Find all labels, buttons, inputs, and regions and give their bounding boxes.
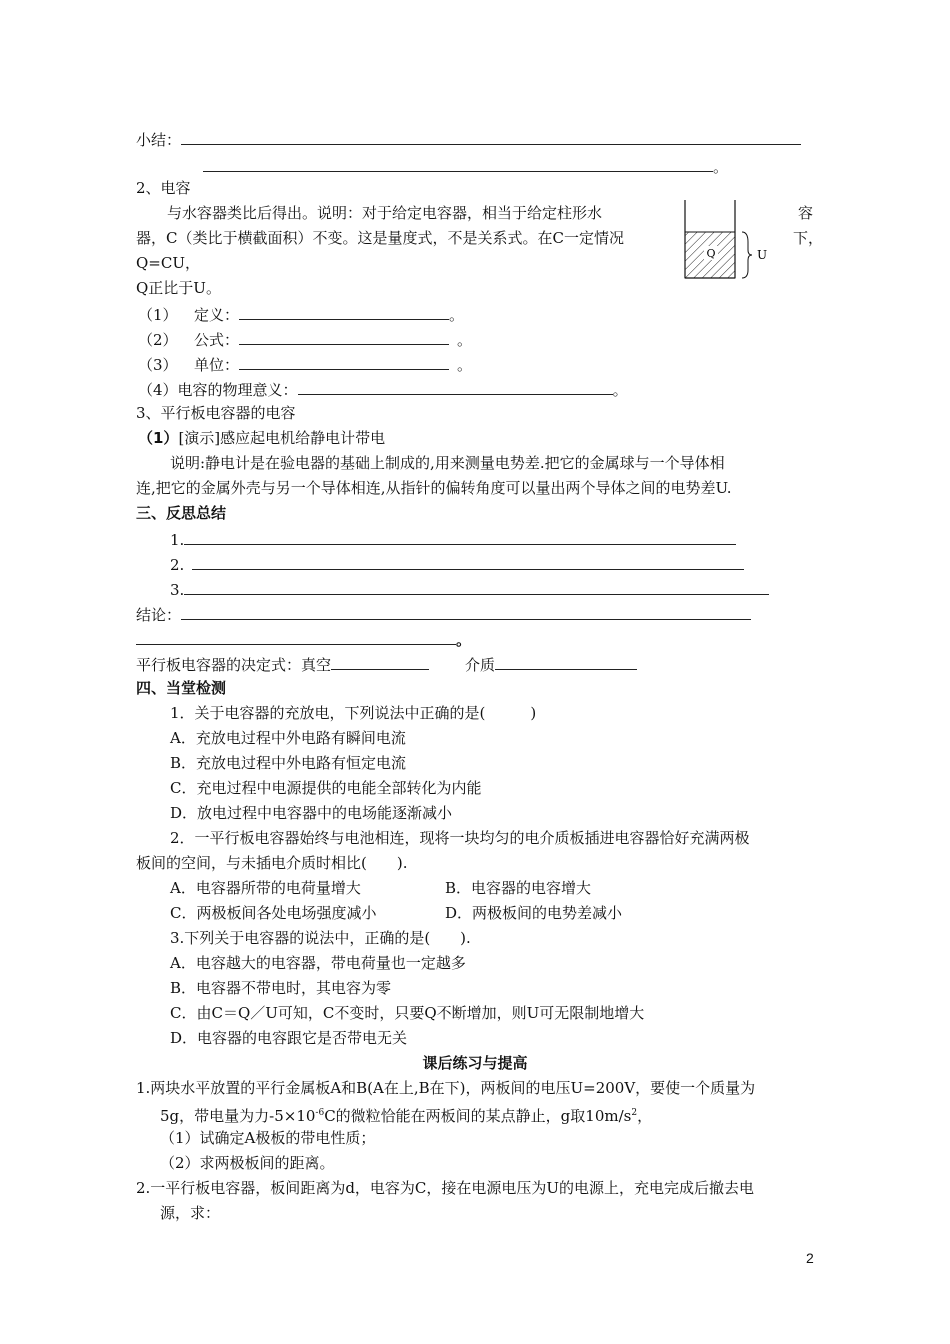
q2-option-c[interactable]: C．两极板间各处电场强度减小 — [170, 904, 377, 922]
question-1: 1．关于电容器的充放电，下列说法中正确的是( ) — [170, 704, 537, 722]
def-item-4: （4）电容的物理意义： 。 — [138, 378, 628, 400]
page-number: 2 — [806, 1250, 814, 1266]
formula-line: 平行板电容器的决定式：真空 介质 — [136, 653, 637, 675]
question-3: 3.下列关于电容器的说法中，正确的是( ). — [170, 929, 471, 947]
after-class-title: 课后练习与提高 — [422, 1054, 528, 1072]
blank[interactable] — [239, 303, 449, 320]
question-2-line-1: 2．一平行板电容器始终与电池相连，现将一块均匀的电介质板插进电容器恰好充满两极 — [170, 829, 750, 847]
summary-line-2: 。 — [203, 155, 728, 177]
reflect-item-1: 1. — [170, 528, 736, 550]
q3-option-a[interactable]: A．电容越大的电容器，带电荷量也一定越多 — [170, 954, 466, 972]
q1-option-a[interactable]: A．充放电过程中外电路有瞬间电流 — [170, 729, 406, 747]
sec3-note-1: 说明:静电计是在验电器的基础上制成的,用来测量电势差.把它的金属球与一个导体相 — [170, 454, 725, 472]
exercise-2-line-1: 2.一平行板电容器，板间距离为d，电容为C，接在电源电压为U的电源上，充电完成后撤去电 — [136, 1179, 755, 1197]
blank[interactable] — [331, 653, 429, 670]
exercise-1-part-1: （1）试确定A极板的带电性质； — [160, 1129, 376, 1147]
blank[interactable] — [181, 603, 751, 620]
conclusion-line: 结论： — [136, 603, 751, 625]
blank[interactable] — [184, 578, 769, 595]
sec2-text-2-right: 下， — [793, 229, 824, 247]
blank[interactable] — [239, 353, 449, 370]
blank[interactable] — [495, 653, 637, 670]
q3-option-d[interactable]: D．电容器的电容跟它是否带电无关 — [170, 1029, 408, 1047]
def-item-3: （3） 单位： 。 — [138, 353, 472, 375]
sec2-text-1-right: 容 — [798, 204, 814, 222]
summary-line-1 — [136, 128, 801, 150]
water-container-figure — [680, 198, 780, 283]
def-item-2: （2） 公式： 。 — [138, 328, 472, 350]
blank[interactable] — [203, 155, 713, 172]
fig-label-u: U — [756, 248, 768, 262]
summary-label: 小结： — [136, 131, 182, 149]
blank[interactable] — [298, 378, 613, 395]
section-3-title: 3、平行板电容器的电容 — [136, 404, 296, 422]
sec3-note-2: 连,把它的金属外壳与另一个导体相连,从指针的偏转角度可以量出两个导体之间的电势差U. — [136, 479, 732, 497]
demo-line: （1）[演示]感应起电机给静电计带电 — [138, 429, 386, 447]
sec2-text-3: Q=CU， — [136, 254, 200, 272]
exercise-1-part-2: （2）求两极板间的距离。 — [160, 1154, 335, 1172]
def-item-1: （1） 定义： 。 — [138, 303, 464, 325]
exercise-1-line-2: 5g，带电量为力$-5\times 10^{-6}C$的微粒恰能在两板间的某点静止，g取$10m/s^2$， — [160, 1107, 653, 1125]
blank[interactable] — [192, 553, 744, 570]
section-reflect-title: 三、反思总结 — [136, 504, 227, 522]
reflect-item-3: 3. — [170, 578, 769, 600]
blank[interactable] — [136, 628, 456, 645]
q3-option-b[interactable]: B．电容器不带电时，其电容为零 — [170, 979, 392, 997]
section-test-title: 四、当堂检测 — [136, 679, 227, 697]
q1-option-d[interactable]: D．放电过程中电容器中的电场能逐渐减小 — [170, 804, 453, 822]
blank[interactable] — [239, 328, 449, 345]
sec2-text-2: 器，C（类比于横截面积）不变。这是量度式，不是关系式。在C一定情况 — [136, 229, 624, 247]
fig-label-q: Q — [706, 247, 716, 260]
sec2-text-1: 与水容器类比后得出。说明：对于给定电容器，相当于给定柱形水 — [167, 204, 603, 222]
conclusion-line-2: 。 — [136, 628, 471, 650]
question-2-line-2: 板间的空间，与未插电介质时相比( ). — [136, 854, 408, 872]
section-2-title: 2、电容 — [136, 179, 191, 197]
q2-option-a[interactable]: A．电容器所带的电荷量增大 — [170, 879, 361, 897]
q1-option-c[interactable]: C．充电过程中电源提供的电能全部转化为内能 — [170, 779, 482, 797]
q3-option-c[interactable]: C．由C＝Q／U可知，C不变时，只要Q不断增加，则U可无限制地增大 — [170, 1004, 645, 1022]
q2-option-b[interactable]: B．电容器的电容增大 — [445, 879, 592, 897]
reflect-item-2: 2. — [170, 553, 744, 575]
blank[interactable] — [184, 528, 736, 545]
exercise-1-line-1: 1.两块水平放置的平行金属板A和B(A在上,B在下)，两板间的电压U=200V，要使一个质量为 — [136, 1079, 756, 1097]
q2-option-d[interactable]: D．两极板间的电势差减小 — [445, 904, 623, 922]
sec2-text-4: Q正比于U。 — [136, 279, 221, 297]
q1-option-b[interactable]: B．充放电过程中外电路有恒定电流 — [170, 754, 407, 772]
exercise-2-line-2: 源，求： — [160, 1204, 221, 1222]
blank[interactable] — [181, 128, 801, 145]
